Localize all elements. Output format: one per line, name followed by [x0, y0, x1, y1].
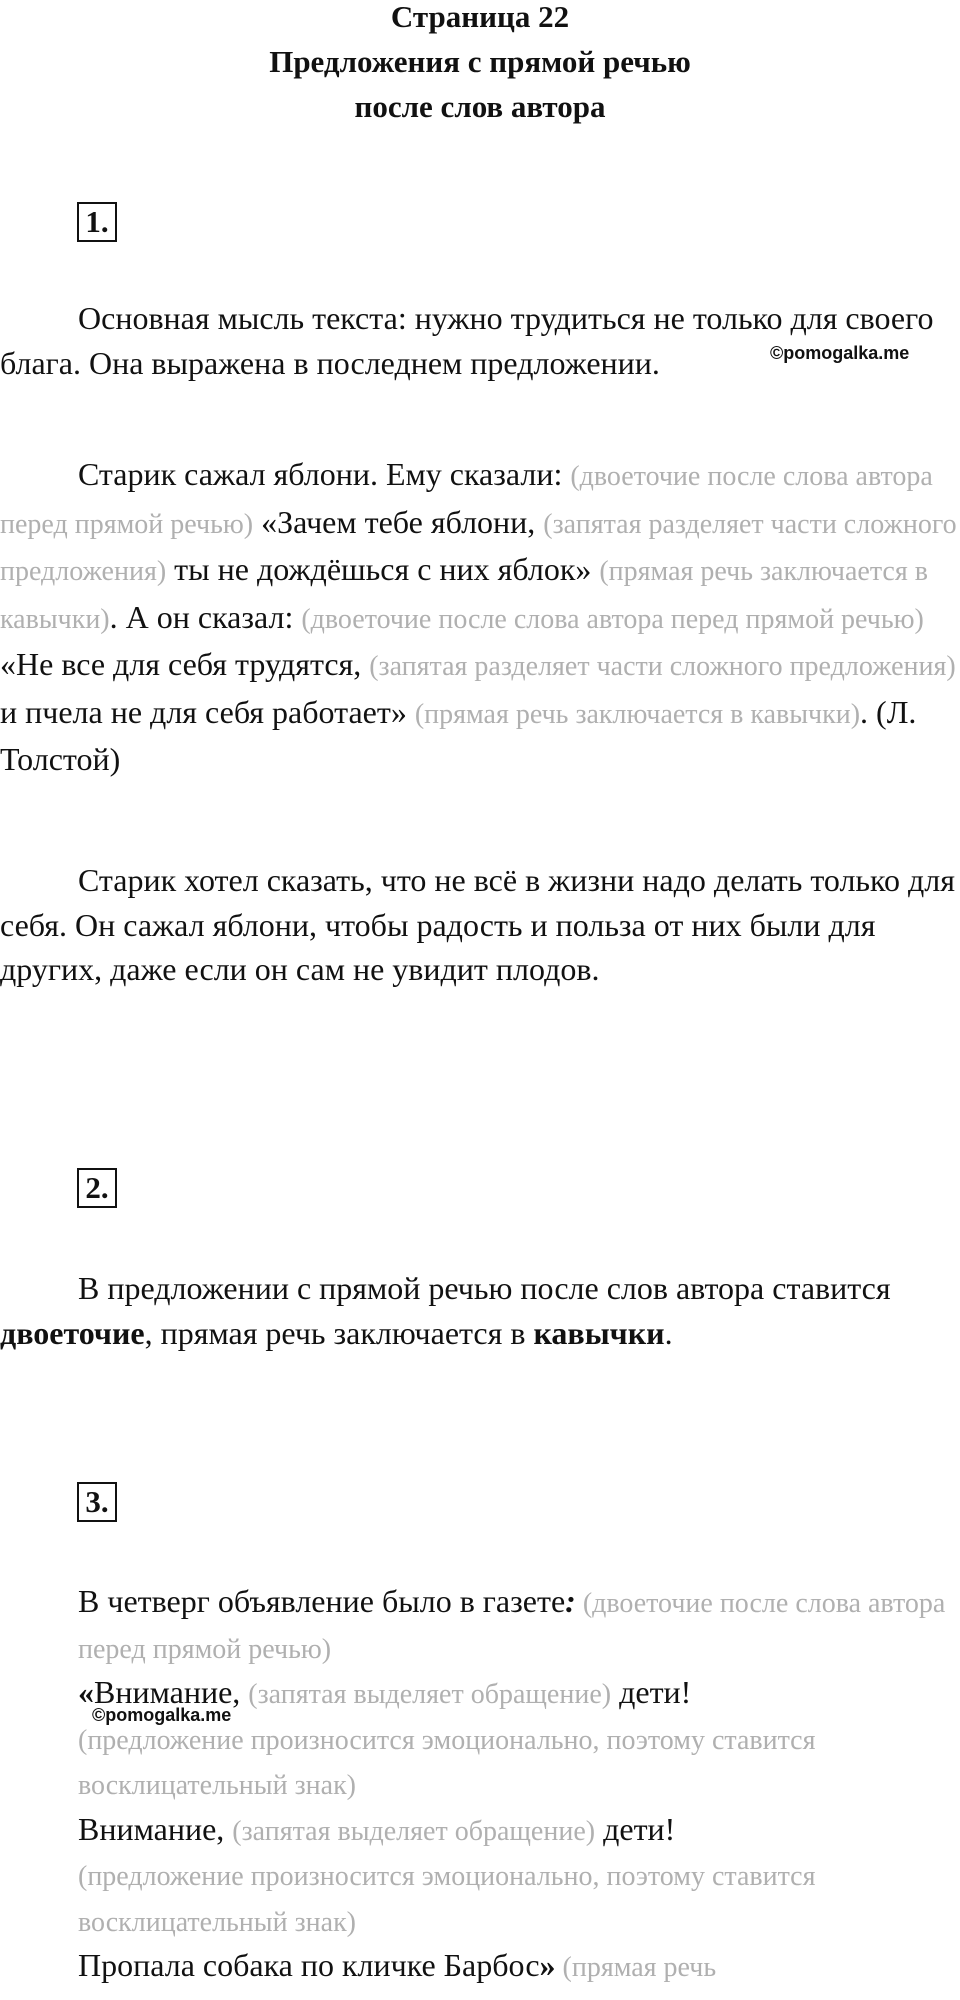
task-number-3: 3.	[77, 1482, 117, 1522]
topic-title-line2: после слов автора	[354, 89, 606, 124]
page-heading	[0, 0, 960, 129]
task3-answer	[78, 1580, 958, 1990]
note: (прямая речь	[555, 1952, 717, 1983]
task-number-1: 1.	[77, 202, 117, 242]
bold-term: кавычки	[533, 1314, 665, 1351]
note: (двоеточие после слова автора перед прямой речью)	[78, 1588, 946, 1665]
text-run: и пчела не для себя работает»	[0, 693, 415, 730]
text-run: дети!	[595, 1810, 676, 1847]
quote-mark: »	[539, 1947, 556, 1983]
task1-main-idea: Основная мысль текста: нужно трудиться не только для своего блага. Она выражена в последнем предложении.	[0, 300, 934, 381]
note: (запятая выделяет обращение)	[232, 1815, 596, 1847]
note: (двоеточие после слова автора перед прямой речью)	[0, 461, 933, 540]
note: (предложение произносится эмоционально, поэтому ставится восклицательный знак)	[78, 1861, 816, 1938]
note: (прямая речь заключается в кавычки)	[414, 698, 861, 730]
bold-term: двоеточие	[0, 1314, 145, 1351]
note: (запятая выделяет обращение)	[248, 1679, 612, 1710]
text-run: , прямая речь заключается в	[144, 1314, 534, 1351]
text-run: Старик сажал яблони. Ему сказали:	[78, 456, 571, 492]
task3-line	[78, 1580, 958, 1671]
text-run: «Не все для себя трудятся,	[0, 646, 370, 682]
text-run: В предложении с прямой речью после слов автора ставится	[78, 1270, 891, 1306]
text-run: Внимание,	[78, 1810, 233, 1847]
text-run: . А он сказал:	[109, 598, 302, 635]
task3-line	[78, 1944, 958, 1990]
text-run: дети!	[611, 1674, 692, 1710]
task3-line	[78, 1717, 958, 1808]
text-run: Внимание,	[94, 1674, 249, 1710]
text-run: «Зачем тебе яблони,	[253, 503, 544, 540]
watermark: ©pomogalka.me	[92, 1705, 232, 1725]
quote-mark: «	[78, 1674, 94, 1710]
note: (двоеточие после слова автора перед прямой речью)	[301, 603, 924, 635]
task-number-2: 2.	[77, 1168, 117, 1208]
note: (запятая разделяет части сложного предложения)	[0, 508, 957, 587]
task2-answer	[0, 1266, 960, 1355]
task3-line	[78, 1808, 958, 1854]
task3-line	[78, 1853, 958, 1944]
text-run: Пропала собака по кличке Барбос	[78, 1947, 540, 1983]
topic-title-line1: Предложения с прямой речью	[269, 44, 691, 79]
text-run: . (Л. Толстой)	[0, 693, 917, 777]
task1-explanation: Старик хотел сказать, что не всё в жизни надо делать только для себя. Он сажал яблони, чтобы радость и польза от них были для других, даже если он сам не увидит плодов.	[0, 862, 955, 987]
text-run: .	[664, 1314, 673, 1351]
note: (предложение произносится эмоционально, поэтому ставится восклицательный знак)	[78, 1724, 816, 1801]
note: (прямая речь заключается в кавычки)	[0, 556, 928, 635]
watermark: ©pomogalka.me	[770, 343, 910, 363]
page-number-title: Страница 22	[390, 0, 570, 34]
note: (запятая разделяет части сложного предложения)	[369, 651, 956, 682]
task1-text-annotated	[0, 452, 960, 782]
text-run: ты не дождёшься с них яблок»	[166, 551, 600, 587]
colon-mark: :	[565, 1583, 576, 1619]
text-run: В четверг объявление было в газете	[78, 1583, 566, 1619]
